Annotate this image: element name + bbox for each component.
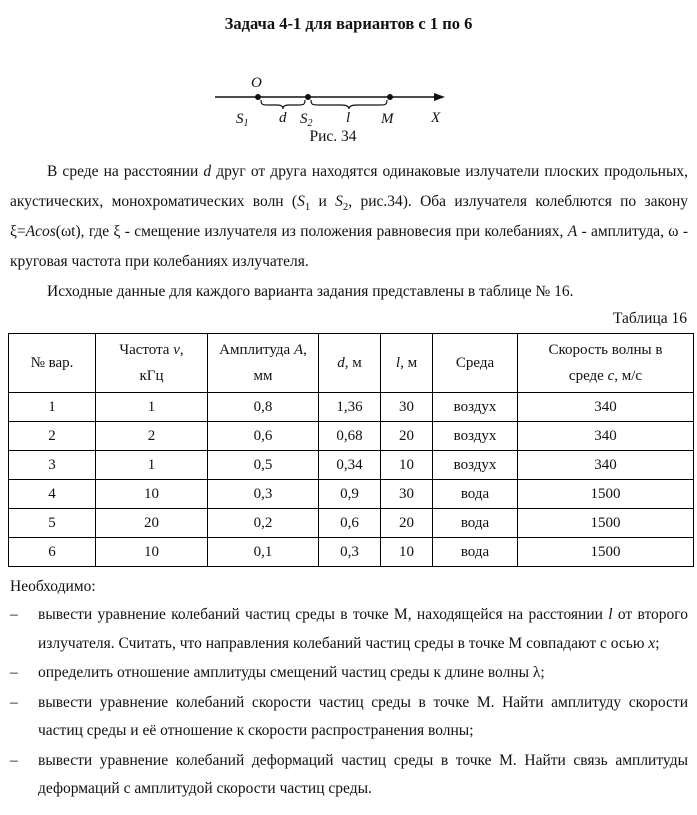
col-header-frequency: Частота ν, кГц (96, 334, 208, 393)
table-row (9, 393, 694, 422)
table-cell: 3 (9, 451, 96, 480)
task-dash-marker: – (10, 751, 18, 769)
table-header-row (9, 334, 694, 393)
table-cell: 20 (381, 422, 433, 451)
table-cell: 10 (96, 538, 208, 567)
table-row (9, 509, 694, 538)
table-cell: 1 (96, 451, 208, 480)
table-cell: 0,68 (319, 422, 381, 451)
table-cell: вода (433, 480, 518, 509)
label-s1: $S_1$ (236, 111, 249, 127)
table-cell: 4 (9, 480, 96, 509)
brace-l (311, 100, 387, 109)
tasks-heading: Необходимо: (10, 578, 96, 595)
task-dash-marker: – (10, 693, 18, 711)
table-cell: 30 (381, 393, 433, 422)
point-s1-dot (255, 94, 261, 100)
table-cell: 20 (96, 509, 208, 538)
task-item (10, 659, 688, 688)
x-axis-arrowhead-icon (434, 93, 445, 101)
table-cell: 340 (518, 393, 694, 422)
col-header-wave-speed: Скорость волны в среде c, м/с (518, 334, 694, 393)
task-item (10, 689, 688, 746)
task-text: вывести уравнение колебаний скорости частиц среды в точке М. Найти амплитуду скорости частиц среды и её отношение к скорости распространения волны; (38, 693, 688, 739)
table-cell: 0,34 (319, 451, 381, 480)
table-cell: 10 (96, 480, 208, 509)
table-cell: 340 (518, 451, 694, 480)
intro-paragraph-1: В среде на расстоянии d друг от друга находятся одинаковые излучатели плоских продольных, акустических, монохроматических волн ($S_1$ и $S_2$, рис.34). Оба излучателя колеблются по закону ξ=Acos(ωt), где ξ - смещение излучателя из положения равновесия при колебаниях, A - амплитуда, ω - круговая частота при колебаниях излучателя. (10, 163, 689, 270)
label-l: l (346, 110, 351, 126)
table-cell: 0,5 (208, 451, 319, 480)
table-cell: 5 (9, 509, 96, 538)
col-header-d: d, м (319, 334, 381, 393)
table-cell: 20 (381, 509, 433, 538)
table-cell: 1500 (518, 538, 694, 567)
table-cell: 340 (518, 422, 694, 451)
table-cell: 1 (9, 393, 96, 422)
table-cell: 10 (381, 451, 433, 480)
variants-table (8, 333, 694, 567)
table-cell: 1 (96, 393, 208, 422)
col-header-l: l, м (381, 334, 433, 393)
page-title: Задача 4-1 для вариантов с 1 по 6 (224, 14, 473, 33)
table-cell: 1,36 (319, 393, 381, 422)
label-d: d (279, 110, 287, 126)
table-cell: 2 (96, 422, 208, 451)
label-s2: $S_2$ (300, 111, 313, 127)
task-dash-marker: – (10, 664, 18, 681)
table-cell: 2 (9, 422, 96, 451)
col-header-amplitude: Амплитуда A, мм (208, 334, 319, 393)
task-item (10, 747, 688, 804)
table-cell: 6 (9, 538, 96, 567)
task-text: вывести уравнение колебаний частиц среды в точке М, находящейся на расстоянии l от второго излучателя. Считать, что направления колебаний частиц среды в точке М совпадают с осью x; (38, 606, 689, 652)
col-header-variant: № вар. (9, 334, 96, 393)
task-item (10, 601, 688, 658)
figure-caption: Рис. 34 (309, 128, 357, 145)
label-axis-x: X (431, 110, 441, 126)
table-caption: Таблица 16 (612, 310, 687, 327)
point-s2-dot (305, 94, 311, 100)
task-dash-marker: – (10, 606, 18, 623)
table-row (9, 422, 694, 451)
table-cell: 0,1 (208, 538, 319, 567)
table-row (9, 538, 694, 567)
table-cell: воздух (433, 393, 518, 422)
brace-d (261, 100, 305, 109)
table-cell: 10 (381, 538, 433, 567)
label-origin-o: O (251, 75, 262, 91)
table-cell: 0,2 (208, 509, 319, 538)
col-header-medium: Среда (433, 334, 518, 393)
figure-34 (203, 75, 463, 127)
table-cell: 0,6 (319, 509, 381, 538)
table-row (9, 451, 694, 480)
table-cell: 0,3 (208, 480, 319, 509)
table-cell: 1500 (518, 509, 694, 538)
point-m-dot (387, 94, 393, 100)
table-row (9, 480, 694, 509)
table-cell: 0,3 (319, 538, 381, 567)
table-cell: 0,8 (208, 393, 319, 422)
task-text: вывести уравнение колебаний деформаций частиц среды в точке М. Найти связь амплитуды деформаций с амплитудой скорости частиц среды. (38, 751, 688, 797)
table-cell: 30 (381, 480, 433, 509)
task-text: определить отношение амплитуды смещений частиц среды к длине волны λ; (38, 664, 545, 681)
table-cell: вода (433, 509, 518, 538)
intro-paragraph-2: Исходные данные для каждого варианта задания представлены в таблице № 16. (47, 283, 574, 300)
table-cell: 0,6 (208, 422, 319, 451)
table-cell: 0,9 (319, 480, 381, 509)
label-m: M (381, 111, 394, 127)
table-cell: 1500 (518, 480, 694, 509)
table-cell: воздух (433, 422, 518, 451)
table-cell: воздух (433, 451, 518, 480)
table-cell: вода (433, 538, 518, 567)
